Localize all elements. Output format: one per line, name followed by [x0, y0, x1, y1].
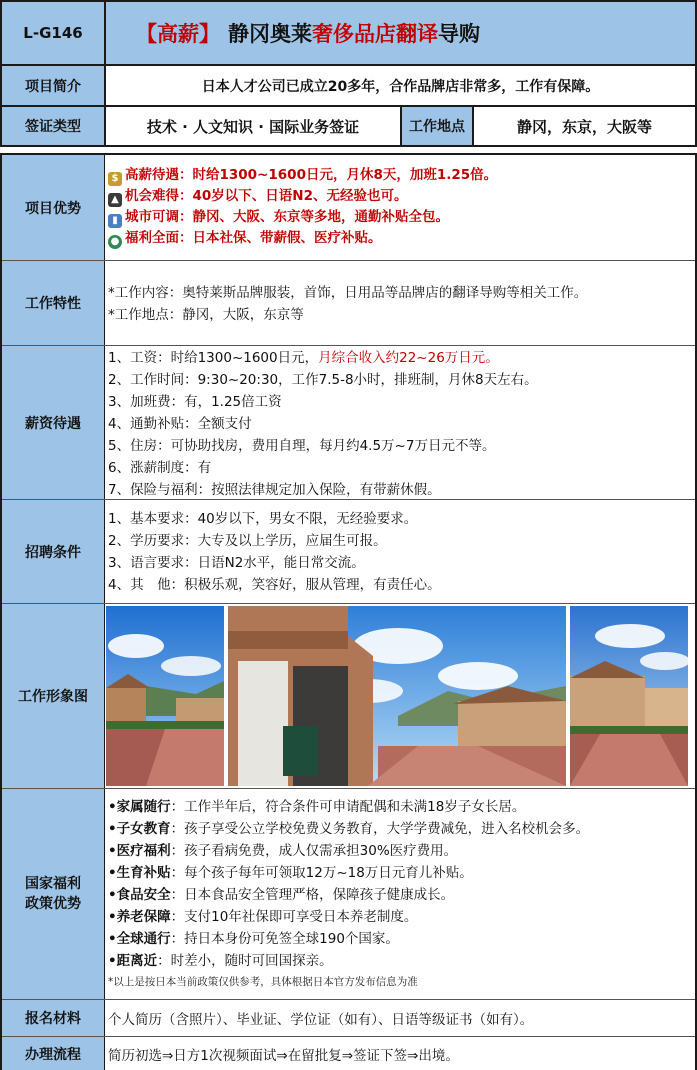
money-bag-icon: $ — [108, 172, 122, 186]
salary-line: 2、工作时间：9:30~20:30，工作7.5-8小时，排班制，月休8天左右。 — [108, 372, 538, 388]
welfare-item: •子女教育：孩子享受公立学校免费义务教育，大学学费减免，进入名校机会多。 — [108, 821, 590, 837]
monthly-income-highlight: 月综合收入约22~26万日元。 — [318, 350, 499, 366]
process-text: 简历初选⇒日方1次视频面试⇒在留批复⇒签证下签⇒出境。 — [108, 1047, 459, 1064]
location-label: 工作地点 — [400, 107, 474, 145]
advantage-item: $ 高薪待遇：时给1300~1600日元，月休8天，加班1.25倍。 — [108, 165, 693, 186]
title-part1: 静冈奥莱 — [228, 22, 312, 46]
recruit-line: 1、基本要求：40岁以下，男女不限，无经验要求。 — [108, 511, 418, 527]
title-red: 奢侈品店翻译 — [312, 22, 438, 46]
recruit-line: 4、其 他：积极乐观，笑容好，服从管理，有责任心。 — [108, 577, 441, 593]
advantage-item: ▲ 机会难得：40岁以下、日语N2、无经验也可。 — [108, 186, 693, 207]
advantages-list — [108, 165, 693, 249]
salary-list — [108, 347, 693, 501]
features-label: 工作特性 — [2, 261, 104, 345]
welfare-item: •养老保障：支付10年社保即可享受日本养老制度。 — [108, 909, 418, 925]
intro-text: 日本人才公司已成立20多年，合作品牌店非常多，工作有保障。 — [104, 66, 695, 105]
salary-label: 薪资待遇 — [2, 346, 104, 499]
welfare-label — [2, 789, 104, 999]
title-bracket-close: 】 — [199, 22, 220, 46]
recruit-line: 2、学历要求：大专及以上学历，应届生可报。 — [108, 533, 387, 549]
salary-line: 6、涨薪制度：有 — [108, 460, 212, 476]
title-gaoxin: 高薪 — [157, 22, 199, 46]
outlet-photo-right — [570, 606, 688, 786]
welfare-item: •距离近：时差小，随时可回国探亲。 — [108, 953, 333, 969]
page-title — [104, 2, 695, 64]
photos-label: 工作形象图 — [2, 604, 104, 788]
feature-line: *工作地点：静冈，大阪，东京等 — [108, 307, 304, 323]
welfare-item: •食品安全：日本食品安全管理严格，保障孩子健康成长。 — [108, 887, 455, 903]
visa-label: 签证类型 — [2, 107, 104, 145]
recruit-label: 招聘条件 — [2, 500, 104, 603]
salary-line: 7、保险与福利：按照法律规定加入保险，有带薪休假。 — [108, 482, 441, 498]
cityscape-icon: ▮ — [108, 214, 122, 228]
title-bracket-open: 【 — [136, 22, 157, 46]
welfare-label-line2: 政策优势 — [25, 896, 81, 912]
feature-line: *工作内容：奥特莱斯品牌服装，首饰，日用品等品牌店的翻译导购等相关工作。 — [108, 285, 588, 301]
location-value: 静冈，东京，大阪等 — [516, 117, 652, 136]
salary-line: 5、住房：可协助找房，费用自理，每月约4.5万~7万日元不等。 — [108, 438, 496, 454]
recruit-line: 3、语言要求：日语N2水平，能日常交流。 — [108, 555, 365, 571]
intro-label: 项目简介 — [2, 66, 104, 105]
welfare-label-line1: 国家福利 — [25, 876, 81, 892]
welfare-item: •全球通行：持日本身份可免签全球190个国家。 — [108, 931, 399, 947]
title-part2: 导购 — [438, 22, 480, 46]
materials-label: 报名材料 — [2, 1000, 104, 1036]
outlet-photo-left — [106, 606, 224, 786]
process-label: 办理流程 — [2, 1037, 104, 1070]
advantages-label: 项目优势 — [2, 155, 104, 260]
welfare-item: •医疗福利：孩子看病免费，成人仅需承担30%医疗费用。 — [108, 843, 458, 859]
welfare-note: *以上是按日本当前政策仅供参考，具体根据日本官方发布信息为准 — [108, 976, 418, 988]
welfare-item: •生育补贴：每个孩子每年可领取12万~18万日元育儿补贴。 — [108, 865, 473, 881]
features-list — [108, 282, 693, 326]
job-code: L-G146 — [2, 2, 104, 64]
graduation-cap-icon: ▲ — [108, 193, 122, 207]
outlet-photo-center — [228, 606, 566, 786]
materials-text: 个人简历（含照片）、毕业证、学位证（如有）、日语等级证书（如有）。 — [108, 1012, 534, 1028]
advantage-item: ● 福利全面：日本社保、带薪假、医疗补贴。 — [108, 228, 693, 249]
salary-line: 3、加班费：有，1.25倍工资 — [108, 394, 282, 410]
recruit-list — [108, 508, 693, 596]
salary-line: 4、通勤补贴：全额支付 — [108, 416, 252, 432]
globe-icon: ● — [108, 235, 122, 249]
salary-line: 1、工资：时给1300~1600日元，月综合收入约22~26万日元。 — [108, 350, 499, 366]
advantage-item: ▮ 城市可调：静冈、大阪、东京等多地，通勤补贴全包。 — [108, 207, 693, 228]
welfare-item: •家属随行：工作半年后，符合条件可申请配偶和未满18岁子女长居。 — [108, 799, 526, 815]
welfare-list — [108, 796, 693, 989]
visa-value: 技术 · 人文知识 · 国际业务签证 — [104, 107, 400, 145]
